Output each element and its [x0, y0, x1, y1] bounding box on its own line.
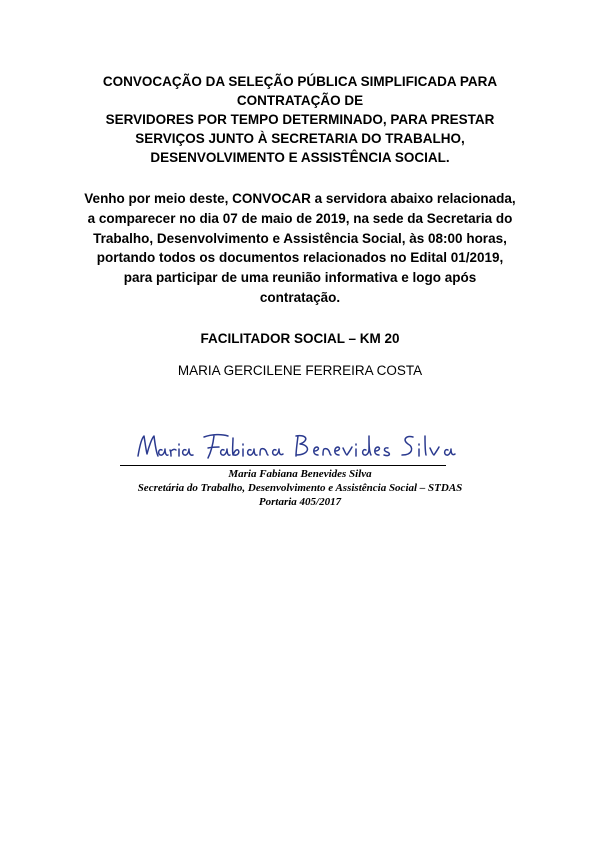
body-line-6: contratação.: [259, 289, 341, 305]
title-line-4: SERVIÇOS JUNTO À SECRETARIA DO TRABALHO,: [135, 131, 465, 146]
body-line-2: a comparecer no dia 07 de maio de 2019, na sede da Secretaria do: [87, 210, 513, 226]
document-title: [60, 72, 540, 167]
title-line-5: DESENVOLVIMENTO E ASSISTÊNCIA SOCIAL.: [150, 150, 450, 165]
title-line-1: CONVOCAÇÃO DA SELEÇÃO PÚBLICA SIMPLIFICADA PARA: [102, 74, 498, 89]
position-title: FACILITADOR SOCIAL – KM 20: [200, 331, 400, 346]
signatory-ordinance: Portaria 405/2017: [258, 496, 342, 508]
body-line-1: Venho por meio deste, CONVOCAR a servidora abaixo relacionada,: [84, 191, 516, 206]
title-line-3: SERVIDORES POR TEMPO DETERMINADO, PARA PRESTAR: [105, 112, 495, 127]
convocation-paragraph: [50, 189, 550, 308]
body-line-5: para participar de uma reunião informativa e logo após: [123, 270, 477, 286]
signature-line: [120, 465, 446, 466]
signatory-name: Maria Fabiana Benevides Silva: [228, 468, 372, 480]
candidate-name: MARIA GERCILENE FERREIRA COSTA: [177, 363, 423, 378]
handwritten-signature-image: [130, 424, 460, 468]
signature-block: [60, 467, 540, 509]
body-line-3: Trabalho, Desenvolvimento e Assistência Social, às 08:00 horas,: [93, 230, 507, 246]
body-line-4: portando todos os documentos relacionados no Edital 01/2019,: [96, 250, 504, 266]
signatory-role: Secretária do Trabalho, Desenvolvimento e Assistência Social – STDAS: [137, 482, 463, 494]
title-line-2: CONTRATAÇÃO DE: [236, 93, 364, 108]
